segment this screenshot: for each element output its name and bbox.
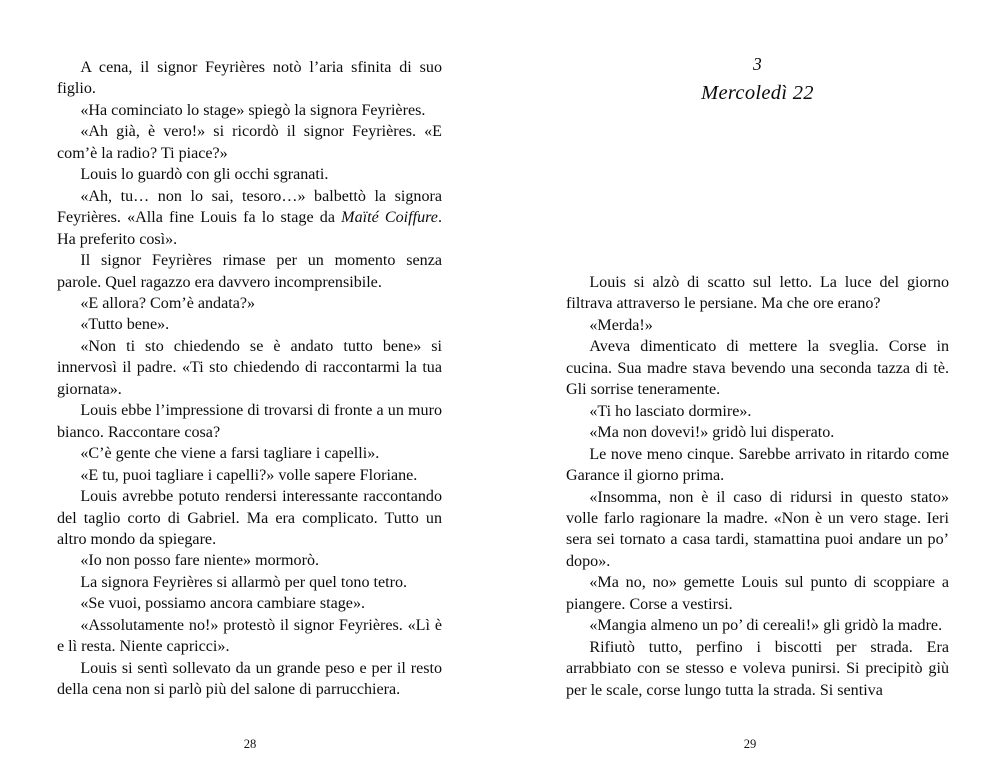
paragraph: «Io non posso fare niente» mormorò. xyxy=(80,552,320,570)
paragraph: Louis ebbe l’impressione di trovarsi di fronte a un muro bianco. Raccontare cosa? xyxy=(57,402,442,441)
paragraph: Louis si alzò di scatto sul letto. La luce del giorno filtrava attraverso le persiane. Ma che ore erano? xyxy=(566,274,949,313)
paragraph: «Mangia almeno un po’ di cereali!» gli gridò la madre. xyxy=(589,617,943,635)
paragraph: «Assolutamente no!» protestò il signor Feyrières. «Lì è e lì resta. Niente capricci». xyxy=(57,616,442,656)
paragraph: «Ma no, no» gemette Louis sul punto di scoppiare a piangere. Corse a vestirsi. xyxy=(566,574,949,613)
paragraph: Louis lo guardò con gli occhi sgranati. xyxy=(80,166,329,184)
folio-page-number: 29 xyxy=(743,737,757,751)
paragraph-with-italic-title xyxy=(57,186,442,250)
paragraph: «Non ti sto chiedendo se è andato tutto bene» si innervosì il padre. «Ti sto chiedendo di raccontarmi la tua giornata». xyxy=(57,337,442,398)
paragraph: «Ha cominciato lo stage» spiegò la signora Feyrières. xyxy=(80,101,426,119)
paragraph: «Tutto bene». xyxy=(80,316,170,334)
chapter-heading xyxy=(566,52,949,108)
right-page-textblock xyxy=(566,272,949,701)
paragraph: «E tu, puoi tagliare i capelli?» volle sapere Floriane. xyxy=(80,466,418,484)
paragraph: Il signor Feyrières rimase per un momento senza parole. Quel ragazzo era davvero incomprensibile. xyxy=(57,252,442,291)
paragraph: «Ma non dovevi!» gridò lui disperato. xyxy=(589,424,835,442)
paragraph: «E allora? Com’è andata?» xyxy=(80,294,256,312)
left-page-textblock xyxy=(57,57,442,701)
paragraph: Le nove meno cinque. Sarebbe arrivato in ritardo come Garance il giorno prima. xyxy=(566,445,949,485)
paragraph: «C’è gente che viene a farsi tagliare i capelli». xyxy=(80,445,380,463)
paragraph: «Merda!» xyxy=(589,316,653,334)
paragraph-text-tail: . Ha preferito così». xyxy=(57,209,442,248)
chapter-number: 3 xyxy=(753,54,762,74)
paragraph: Louis si sentì sollevato da un grande peso e per il resto della cena non si parlò più del salone di parrucchiera. xyxy=(57,659,442,699)
paragraph-text-lead: «Ah, tu… non lo sai, tesoro…» balbettò la signora Feyrières. «Alla fine Louis fa lo stage da xyxy=(57,187,442,227)
paragraph: Rifiutò tutto, perfino i biscotti per strada. Era arrabbiato con se stesso e voleva punirsi. Si precipitò giù per le scale, corse lungo tutta la strada. Si sentiva xyxy=(566,638,949,699)
paragraph: «Insomma, non è il caso di ridursi in questo stato» volle farlo ragionare la madre. «Non è un vero stage. Ieri sera sei tornato a casa tardi, stamattina puoi andare un po’ dopo». xyxy=(566,488,949,570)
salon-name-italic: Maïté Coiffure xyxy=(341,209,438,227)
paragraph: Aveva dimenticato di mettere la sveglia. Corse in cucina. Sua madre stava bevendo una seconda tazza di tè. Gli sorrise teneramente. xyxy=(566,338,949,399)
paragraph: Louis avrebbe potuto rendersi interessante raccontando del taglio corto di Gabriel. Ma era complicato. Tutto un altro mondo da spiegare. xyxy=(57,488,442,548)
paragraph: La signora Feyrières si allarmò per quel tono tetro. xyxy=(80,573,408,591)
chapter-title: Mercoledì 22 xyxy=(701,82,814,104)
page-right xyxy=(500,0,1000,780)
paragraph: «Se vuoi, possiamo ancora cambiare stage». xyxy=(80,595,366,613)
paragraph: «Ti ho lasciato dormire». xyxy=(589,402,752,420)
paragraph: «Ah già, è vero!» si ricordò il signor Feyrières. «E com’è la radio? Ti piace?» xyxy=(57,123,442,162)
folio-page-number: 28 xyxy=(243,737,257,751)
paragraph: A cena, il signor Feyrières notò l’aria sfinita di suo figlio. xyxy=(57,59,442,98)
